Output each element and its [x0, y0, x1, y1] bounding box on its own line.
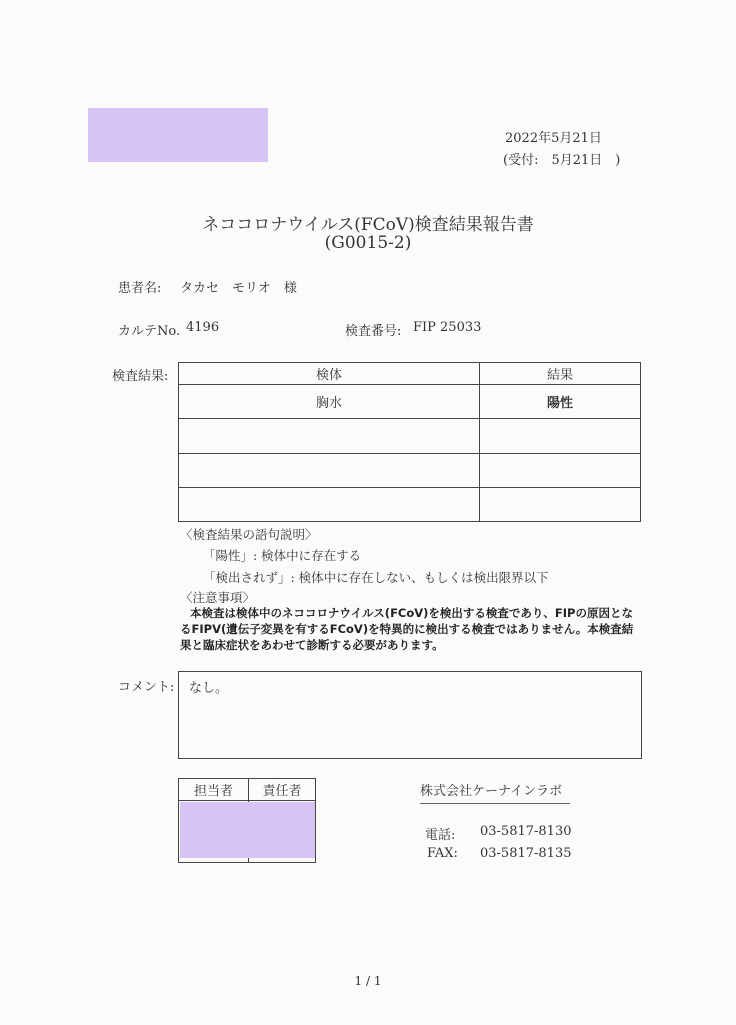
redacted-block	[88, 108, 268, 162]
result-cell	[480, 488, 641, 522]
specimen-cell	[179, 454, 480, 488]
patient-label: 患者名:	[118, 281, 162, 296]
page-number: 1 / 1	[354, 974, 382, 988]
table-row	[179, 419, 641, 454]
result-cell: 陽性	[480, 385, 641, 419]
redacted-stamps	[180, 802, 315, 858]
caution-text: 本検査は検体中のネココロナウイルス(FCoV)を検出する検査であり、FIPの原因となるFIPV(遺伝子変異を有するFCoV)を特異的に検出する検査ではありません。本検査結果と臨床症状をあわせて診断する必要があります。	[180, 606, 634, 652]
chart-no: 4196	[186, 320, 220, 335]
company-name: 株式会社ケーナインラボ	[420, 780, 570, 804]
result-cell	[480, 419, 641, 454]
staff-header: 責任者	[249, 779, 316, 801]
column-header: 結果	[480, 363, 641, 385]
glossary-heading: 〈検査結果の語句説明〉	[180, 527, 318, 542]
results-table	[178, 362, 641, 522]
document-code: (G0015-2)	[324, 233, 412, 253]
table-row	[179, 385, 641, 419]
specimen-cell	[179, 419, 480, 454]
test-no: FIP 25033	[413, 320, 482, 335]
specimen-cell	[179, 488, 480, 522]
document-title: ネココロナウイルス(FCoV)検査結果報告書	[202, 215, 534, 235]
report-date: 2022年5月21日	[505, 131, 602, 146]
phone-label: 電話:	[425, 828, 456, 843]
fax-label: FAX:	[427, 846, 458, 861]
caution-heading: 〈注意事項〉	[180, 590, 256, 605]
glossary-item: 「陽性」: 検体中に存在する	[203, 548, 362, 563]
fax-number: 03-5817-8135	[480, 846, 572, 861]
phone-number: 03-5817-8130	[480, 824, 572, 839]
chart-no-label: カルテNo.	[118, 324, 181, 339]
column-header: 検体	[179, 363, 480, 385]
received-date: (受付: 5月21日 )	[503, 153, 621, 168]
glossary-item: 「検出されず」: 検体中に存在しない、もしくは検出限界以下	[203, 570, 549, 585]
result-cell	[480, 454, 641, 488]
table-row	[179, 488, 641, 522]
specimen-cell: 胸水	[179, 385, 480, 419]
table-header-row	[179, 363, 641, 385]
test-no-label: 検査番号:	[345, 324, 402, 339]
comment-text: なし。	[189, 681, 229, 696]
comment-label: コメント:	[118, 680, 175, 695]
staff-header: 担当者	[179, 779, 249, 801]
comment-box	[178, 671, 642, 759]
table-row	[179, 454, 641, 488]
results-label: 検査結果:	[112, 369, 169, 384]
patient-name: タカセ モリオ 様	[180, 281, 297, 296]
